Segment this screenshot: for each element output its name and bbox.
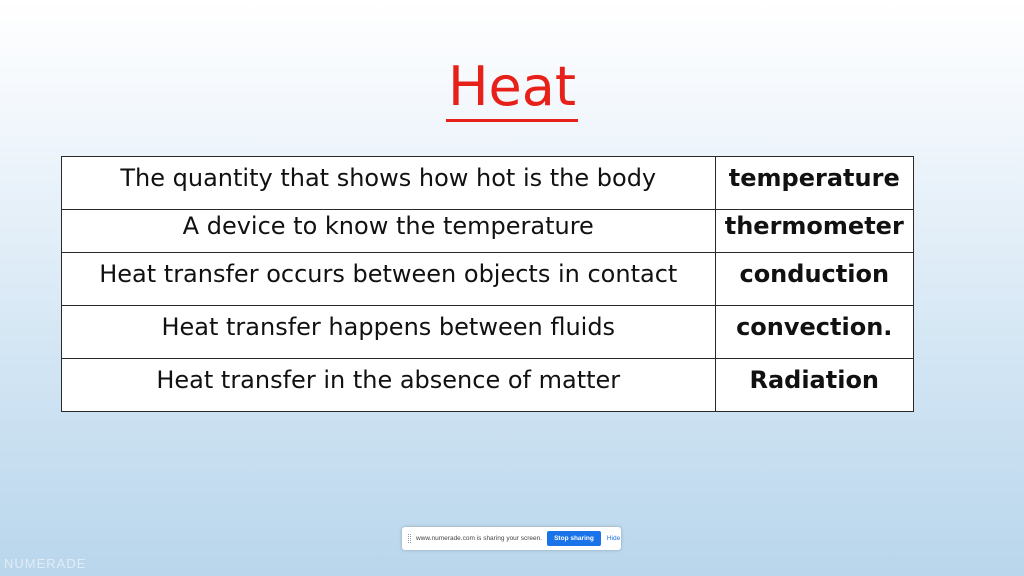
share-message: www.numerade.com is sharing your screen. <box>416 535 543 542</box>
definitions-table <box>61 156 914 412</box>
slide-title <box>0 52 1024 122</box>
description-cell: The quantity that shows how hot is the body <box>62 157 716 210</box>
screen-share-bar <box>402 527 621 550</box>
table-row <box>62 306 914 359</box>
description-cell: Heat transfer in the absence of matter <box>62 359 716 412</box>
term-cell: conduction <box>715 253 913 306</box>
term-cell: Radiation <box>715 359 913 412</box>
description-cell: Heat transfer happens between fluids <box>62 306 716 359</box>
slide-title-text: Heat <box>446 55 578 122</box>
term-cell: temperature <box>715 157 913 210</box>
stop-sharing-button[interactable]: Stop sharing <box>547 531 601 546</box>
description-cell: A device to know the temperature <box>62 210 716 253</box>
drag-handle-icon[interactable] <box>408 534 411 543</box>
hide-button[interactable]: Hide <box>606 535 621 542</box>
table-row <box>62 253 914 306</box>
term-cell: thermometer <box>715 210 913 253</box>
table-row <box>62 210 914 253</box>
watermark-logo: NUMERADE <box>4 556 87 571</box>
description-cell: Heat transfer occurs between objects in contact <box>62 253 716 306</box>
table-row <box>62 157 914 210</box>
table-row <box>62 359 914 412</box>
term-cell: convection. <box>715 306 913 359</box>
